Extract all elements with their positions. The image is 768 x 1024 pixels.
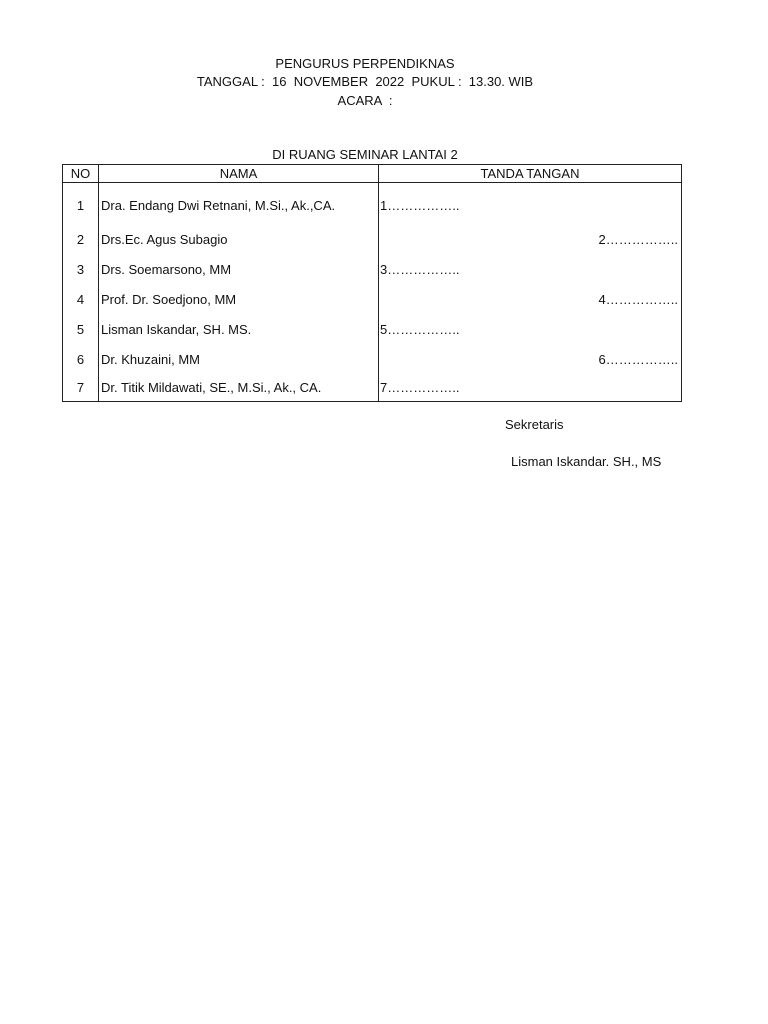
signature-cell bbox=[379, 315, 682, 345]
attendee-name: Drs.Ec. Agus Subagio bbox=[99, 225, 379, 255]
secretary-name: Lisman Iskandar. SH., MS bbox=[511, 454, 662, 469]
row-number: 7 bbox=[63, 375, 99, 402]
signature-line: 7…………….. bbox=[380, 380, 460, 395]
signature-cell bbox=[379, 225, 682, 255]
row-number: 2 bbox=[63, 225, 99, 255]
column-header-no: NO bbox=[63, 165, 99, 183]
location-line: DI RUANG SEMINAR LANTAI 2 bbox=[272, 147, 458, 162]
table-row bbox=[63, 345, 682, 375]
attendee-name: Drs. Soemarsono, MM bbox=[99, 255, 379, 285]
attendee-name: Prof. Dr. Soedjono, MM bbox=[99, 285, 379, 315]
signature-line: 2…………….. bbox=[598, 232, 678, 247]
table-row bbox=[63, 285, 682, 315]
row-number: 5 bbox=[63, 315, 99, 345]
signature-cell bbox=[379, 345, 682, 375]
attendee-name: Dr. Titik Mildawati, SE., M.Si., Ak., CA. bbox=[99, 375, 379, 402]
row-number: 4 bbox=[63, 285, 99, 315]
attendee-name: Lisman Iskandar, SH. MS. bbox=[99, 315, 379, 345]
column-header-nama: NAMA bbox=[99, 165, 379, 183]
attendee-name: Dr. Khuzaini, MM bbox=[99, 345, 379, 375]
row-number: 6 bbox=[63, 345, 99, 375]
table-row bbox=[63, 255, 682, 285]
signature-line: 5…………….. bbox=[380, 322, 460, 337]
row-number: 1 bbox=[63, 183, 99, 226]
signature-cell bbox=[379, 285, 682, 315]
date-time-line: TANGGAL : 16 NOVEMBER 2022 PUKUL : 13.30. WIB bbox=[196, 74, 534, 89]
secretary-title: Sekretaris bbox=[505, 417, 564, 432]
document-title: PENGURUS PERPENDIKNAS bbox=[275, 56, 455, 71]
table-row bbox=[63, 315, 682, 345]
signature-line: 6…………….. bbox=[598, 352, 678, 367]
agenda-line: ACARA : bbox=[337, 93, 393, 108]
attendance-table bbox=[62, 164, 682, 402]
table-row bbox=[63, 375, 682, 402]
column-header-tanda-tangan: TANDA TANGAN bbox=[379, 165, 682, 183]
table-header-row bbox=[63, 165, 682, 183]
table-row bbox=[63, 225, 682, 255]
signature-cell bbox=[379, 183, 682, 226]
row-number: 3 bbox=[63, 255, 99, 285]
signature-cell bbox=[379, 255, 682, 285]
table-row bbox=[63, 183, 682, 226]
attendee-name: Dra. Endang Dwi Retnani, M.Si., Ak.,CA. bbox=[99, 183, 379, 226]
signature-cell bbox=[379, 375, 682, 402]
signature-line: 4…………….. bbox=[598, 292, 678, 307]
signature-line: 1…………….. bbox=[380, 198, 460, 213]
signature-line: 3…………….. bbox=[380, 262, 460, 277]
